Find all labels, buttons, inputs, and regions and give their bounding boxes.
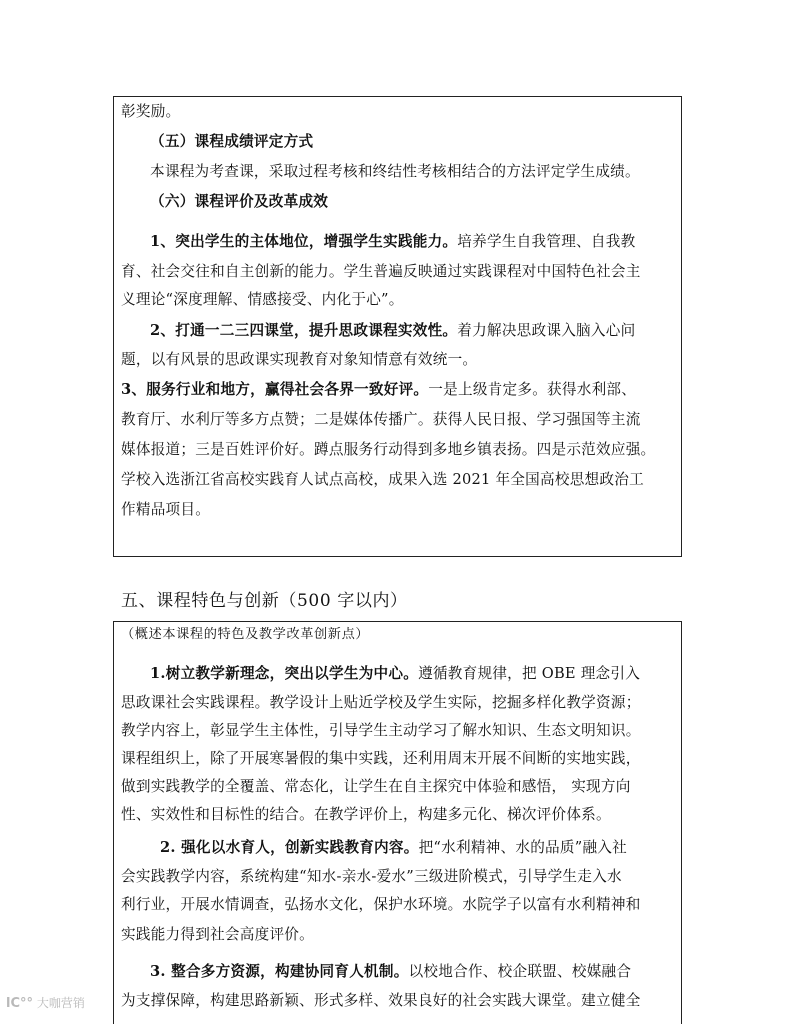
body-text: 一是上级肯定多。获得水利部、 (428, 381, 637, 398)
body-text: 义理论“深度理解、情感接受、内化于心”。 (121, 291, 404, 308)
text-line (121, 721, 641, 741)
text-line (121, 991, 641, 1011)
watermark-logo: lC°° (6, 996, 33, 1011)
bold-phrase: 1、突出学生的主体地位，增强学生实践能力。 (150, 233, 458, 250)
bold-phrase: （五）课程成绩评定方式 (150, 133, 314, 150)
body-text: 作精品项目。 (121, 501, 211, 518)
body-text: 实践能力得到社会高度评价。 (121, 926, 314, 943)
text-line (121, 777, 631, 797)
body-text: 着力解决思政课入脑入心问 (457, 322, 636, 339)
text-line (121, 410, 641, 430)
text-line (121, 500, 210, 520)
bold-phrase: 2. 强化以水育人，创新实践教育内容。 (160, 839, 419, 856)
box-note: （概述本课程的特色及教学改革创新点） (121, 627, 370, 642)
text-line (150, 321, 635, 341)
text-line (121, 805, 611, 825)
text-line (121, 693, 641, 713)
body-text: 以校地合作、校企联盟、校媒融合 (408, 963, 632, 980)
text-line (121, 290, 404, 310)
body-text: 课程组织上，除了开展寒暑假的集中实践，还利用周末开展不间断的实地实践， (121, 750, 641, 767)
watermark (6, 994, 85, 1011)
section5-heading: 五、课程特色与创新（500 字以内） (121, 591, 408, 611)
text-line (150, 132, 313, 152)
body-text: 性、实效性和目标性的结合。在教学评价上，构建多元化、梯次评价体系。 (121, 806, 611, 823)
text-line (121, 380, 636, 400)
body-text: 教育厅、水利厅等多方点赞；二是媒体传播广。获得人民日报、学习强国等主流 (121, 411, 641, 428)
text-line (121, 749, 641, 769)
body-text: 育、社会交往和自主创新的能力。学生普遍反映通过实践课程对中国特色社会主 (121, 263, 641, 280)
text-line (121, 470, 644, 490)
text-line (121, 925, 314, 945)
bold-phrase: 2、打通一二三四课堂，提升思政课程实效性。 (150, 322, 458, 339)
body-text: 题，以有风景的思政课实现教育对象知情意有效统一。 (121, 351, 478, 368)
text-line (150, 232, 635, 252)
bold-phrase: 1.树立教学新理念，突出以学生为中心。 (150, 665, 419, 682)
bold-phrase: 3. 整合多方资源，构建协同育人机制。 (150, 963, 409, 980)
text-line (121, 102, 180, 122)
text-line (160, 838, 627, 858)
text-line (150, 162, 640, 182)
body-text: 彰奖励。 (121, 103, 181, 120)
body-text: 利行业，开展水情调查，弘扬水文化，保护水环境。水院学子以富有水利精神和 (121, 896, 641, 913)
body-text: 遵循教育规律，把 OBE 理念引入 (418, 665, 641, 682)
body-text: 会实践教学内容，系统构建“知水-亲水-爱水”三级进阶模式，引导学生走入水 (121, 868, 622, 885)
body-text: 本课程为考查课，采取过程考核和终结性考核相结合的方法评定学生成绩。 (150, 163, 640, 180)
body-text: 做到实践教学的全覆盖、常态化，让学生在自主探究中体验和感悟， 实现方向 (121, 778, 631, 795)
body-text: 教学内容上，彰显学生主体性，引导学生主动学习了解水知识、生态文明知识。 (121, 722, 641, 739)
body-text: 思政课社会实践课程。教学设计上贴近学校及学生实际，挖掘多样化教学资源； (121, 694, 641, 711)
text-line (121, 867, 622, 887)
watermark-text: 大咖营销 (36, 996, 85, 1010)
text-line (121, 262, 641, 282)
text-line (150, 664, 640, 684)
text-line (121, 440, 655, 460)
body-text: 媒体报道；三是百姓评价好。蹲点服务行动得到多地乡镇表扬。四是示范效应强。 (121, 441, 656, 458)
body-text: 学校入选浙江省高校实践育人试点高校，成果入选 2021 年全国高校思想政治工 (121, 471, 644, 488)
text-line (150, 962, 631, 982)
text-line (121, 895, 641, 915)
bold-phrase: （六）课程评价及改革成效 (150, 193, 329, 210)
text-line (121, 350, 477, 370)
body-text: 把“水利精神、水的品质”融入社 (418, 839, 627, 856)
bold-phrase: 3、服务行业和地方，赢得社会各界一致好评。 (121, 381, 429, 398)
body-text: 为支撑保障，构建思路新颖、形式多样、效果良好的社会实践大课堂。建立健全 (121, 992, 641, 1009)
body-text: 培养学生自我管理、自我教 (457, 233, 636, 250)
text-line (150, 192, 328, 212)
